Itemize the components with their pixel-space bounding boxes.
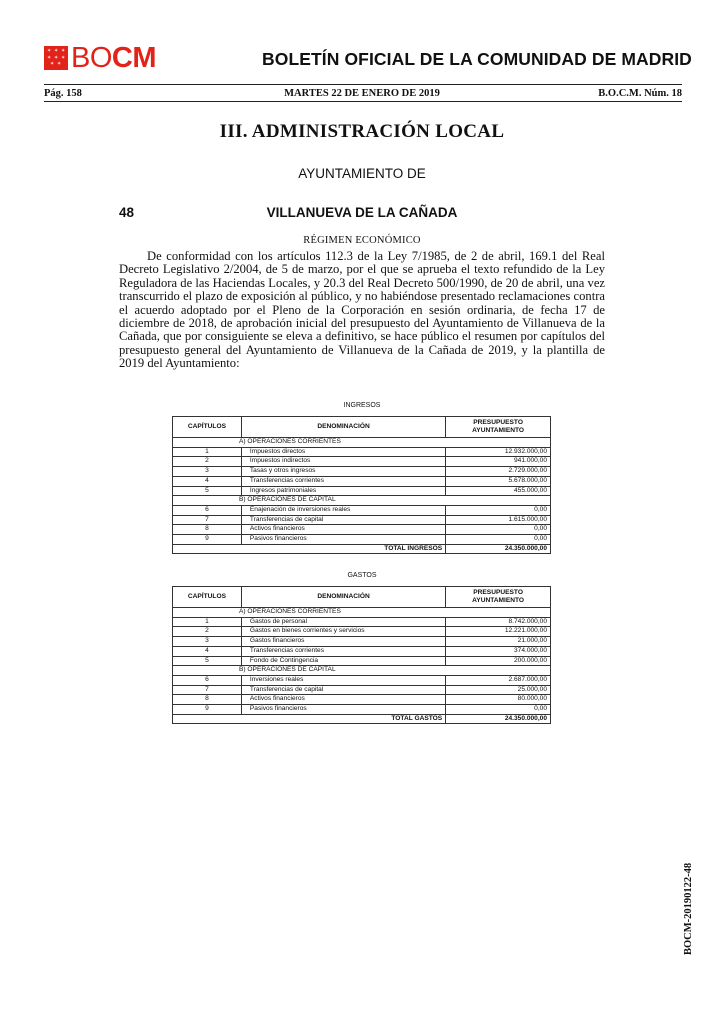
col-denominacion: DENOMINACIÓN	[241, 417, 445, 438]
gastos-table	[172, 586, 551, 724]
municipality-title: VILLANUEVA DE LA CAÑADA	[266, 205, 458, 220]
col-denominacion: DENOMINACIÓN	[241, 587, 445, 608]
table-row: 7 Transferencias de capital 1.615.000,00	[173, 515, 551, 525]
issue-number: B.O.C.M. Núm. 18	[598, 88, 682, 99]
meta-rule	[44, 101, 682, 102]
issue-date: MARTES 22 DE ENERO DE 2019	[284, 88, 440, 99]
group-row: B) OPERACIONES DE CAPITAL	[173, 496, 551, 506]
ingresos-caption: INGRESOS	[343, 402, 381, 409]
bocm-logo	[44, 44, 156, 72]
table-row: 9 Pasivos financieros 0,00	[173, 705, 551, 715]
total-row: TOTAL GASTOS 24.350.000,00	[173, 714, 551, 724]
table-row: 9 Pasivos financieros 0,00	[173, 535, 551, 545]
table-row: 6 Inversiones reales 2.687.000,00	[173, 675, 551, 685]
body-paragraph: De conformidad con los artículos 112.3 de la Ley 7/1985, de 2 de abril, 169.1 del Real Decreto Legislativo 2/2004, de 5 de marzo, por el que se aprueba el texto refundido de la Ley Reguladora de las Haciendas Locales, y 20.3 del Real Decreto 500/1990, de 20 de abril, una vez transcurrido el plazo de exposición al público, y no habiéndose presentado reclamaciones contra el acuerdo adoptado por el Pleno de la Corporación en sesión ordinaria, de fecha 17 de diciembre de 2018, de aprobación inicial del presupuesto del Ayuntamiento de Villanueva de la Cañada, que por consiguiente se eleva a definitivo, se hace público el resumen por capítulos del presupuesto general del Ayuntamiento de Villanueva de la Cañada de 2019, y la plantilla de 2019 del Ayuntamiento:	[119, 249, 605, 371]
col-capitulos: CAPÍTULOS	[173, 587, 242, 608]
section-title: III. ADMINISTRACIÓN LOCAL	[219, 121, 505, 142]
table-row: 4 Transferencias corrientes 5.678.000,00	[173, 476, 551, 486]
madrid-stars-icon: ✶ ✶ ✶ ✶ ✶ ✶ ✶ ✶	[44, 46, 68, 70]
col-presupuesto: PRESUPUESTO AYUNTAMIENTO	[446, 417, 551, 438]
announcement-number: 48	[119, 205, 135, 220]
col-presupuesto: PRESUPUESTO AYUNTAMIENTO	[446, 587, 551, 608]
table-row: 8 Activos financieros 0,00	[173, 525, 551, 535]
page-number: Pág. 158	[44, 88, 82, 99]
ingresos-table	[172, 416, 551, 554]
table-row: 6 Enajenación de inversiones reales 0,00	[173, 505, 551, 515]
table-row: 2 Gastos en bienes corrientes y servicios 12.221.000,00	[173, 627, 551, 637]
document-code: BOCM-20190122-48	[683, 862, 694, 955]
table-row: 3 Gastos financieros 21.000,00	[173, 637, 551, 647]
group-row: B) OPERACIONES DE CAPITAL	[173, 666, 551, 676]
table-row: 1 Gastos de personal 8.742.000,00	[173, 617, 551, 627]
group-row: A) OPERACIONES CORRIENTES	[173, 608, 551, 618]
group-row: A) OPERACIONES CORRIENTES	[173, 438, 551, 448]
table-row: 8 Activos financieros 80.000,00	[173, 695, 551, 705]
gastos-caption: GASTOS	[347, 572, 377, 579]
table-row: 5 Fondo de Contingencia 200.000,00	[173, 656, 551, 666]
ayuntamiento-label: AYUNTAMIENTO DE	[298, 166, 426, 181]
logo-text: BOCM	[71, 42, 157, 74]
table-row: 2 Impuestos indirectos 941.000,00	[173, 457, 551, 467]
header-rule	[44, 84, 682, 85]
subtitle: RÉGIMEN ECONÓMICO	[303, 235, 421, 246]
bulletin-title: BOLETÍN OFICIAL DE LA COMUNIDAD DE MADRID	[262, 49, 692, 69]
table-row: 5 Ingresos patrimoniales 455.000,00	[173, 486, 551, 496]
table-header-row	[173, 587, 551, 608]
col-capitulos: CAPÍTULOS	[173, 417, 242, 438]
table-header-row	[173, 417, 551, 438]
total-row: TOTAL INGRESOS 24.350.000,00	[173, 544, 551, 554]
table-row: 4 Transferencias corrientes 374.000,00	[173, 646, 551, 656]
table-row: 7 Transferencias de capital 25.000,00	[173, 685, 551, 695]
table-row: 1 Impuestos directos 12.932.000,00	[173, 447, 551, 457]
table-row: 3 Tasas y otros ingresos 2.729.000,00	[173, 467, 551, 477]
